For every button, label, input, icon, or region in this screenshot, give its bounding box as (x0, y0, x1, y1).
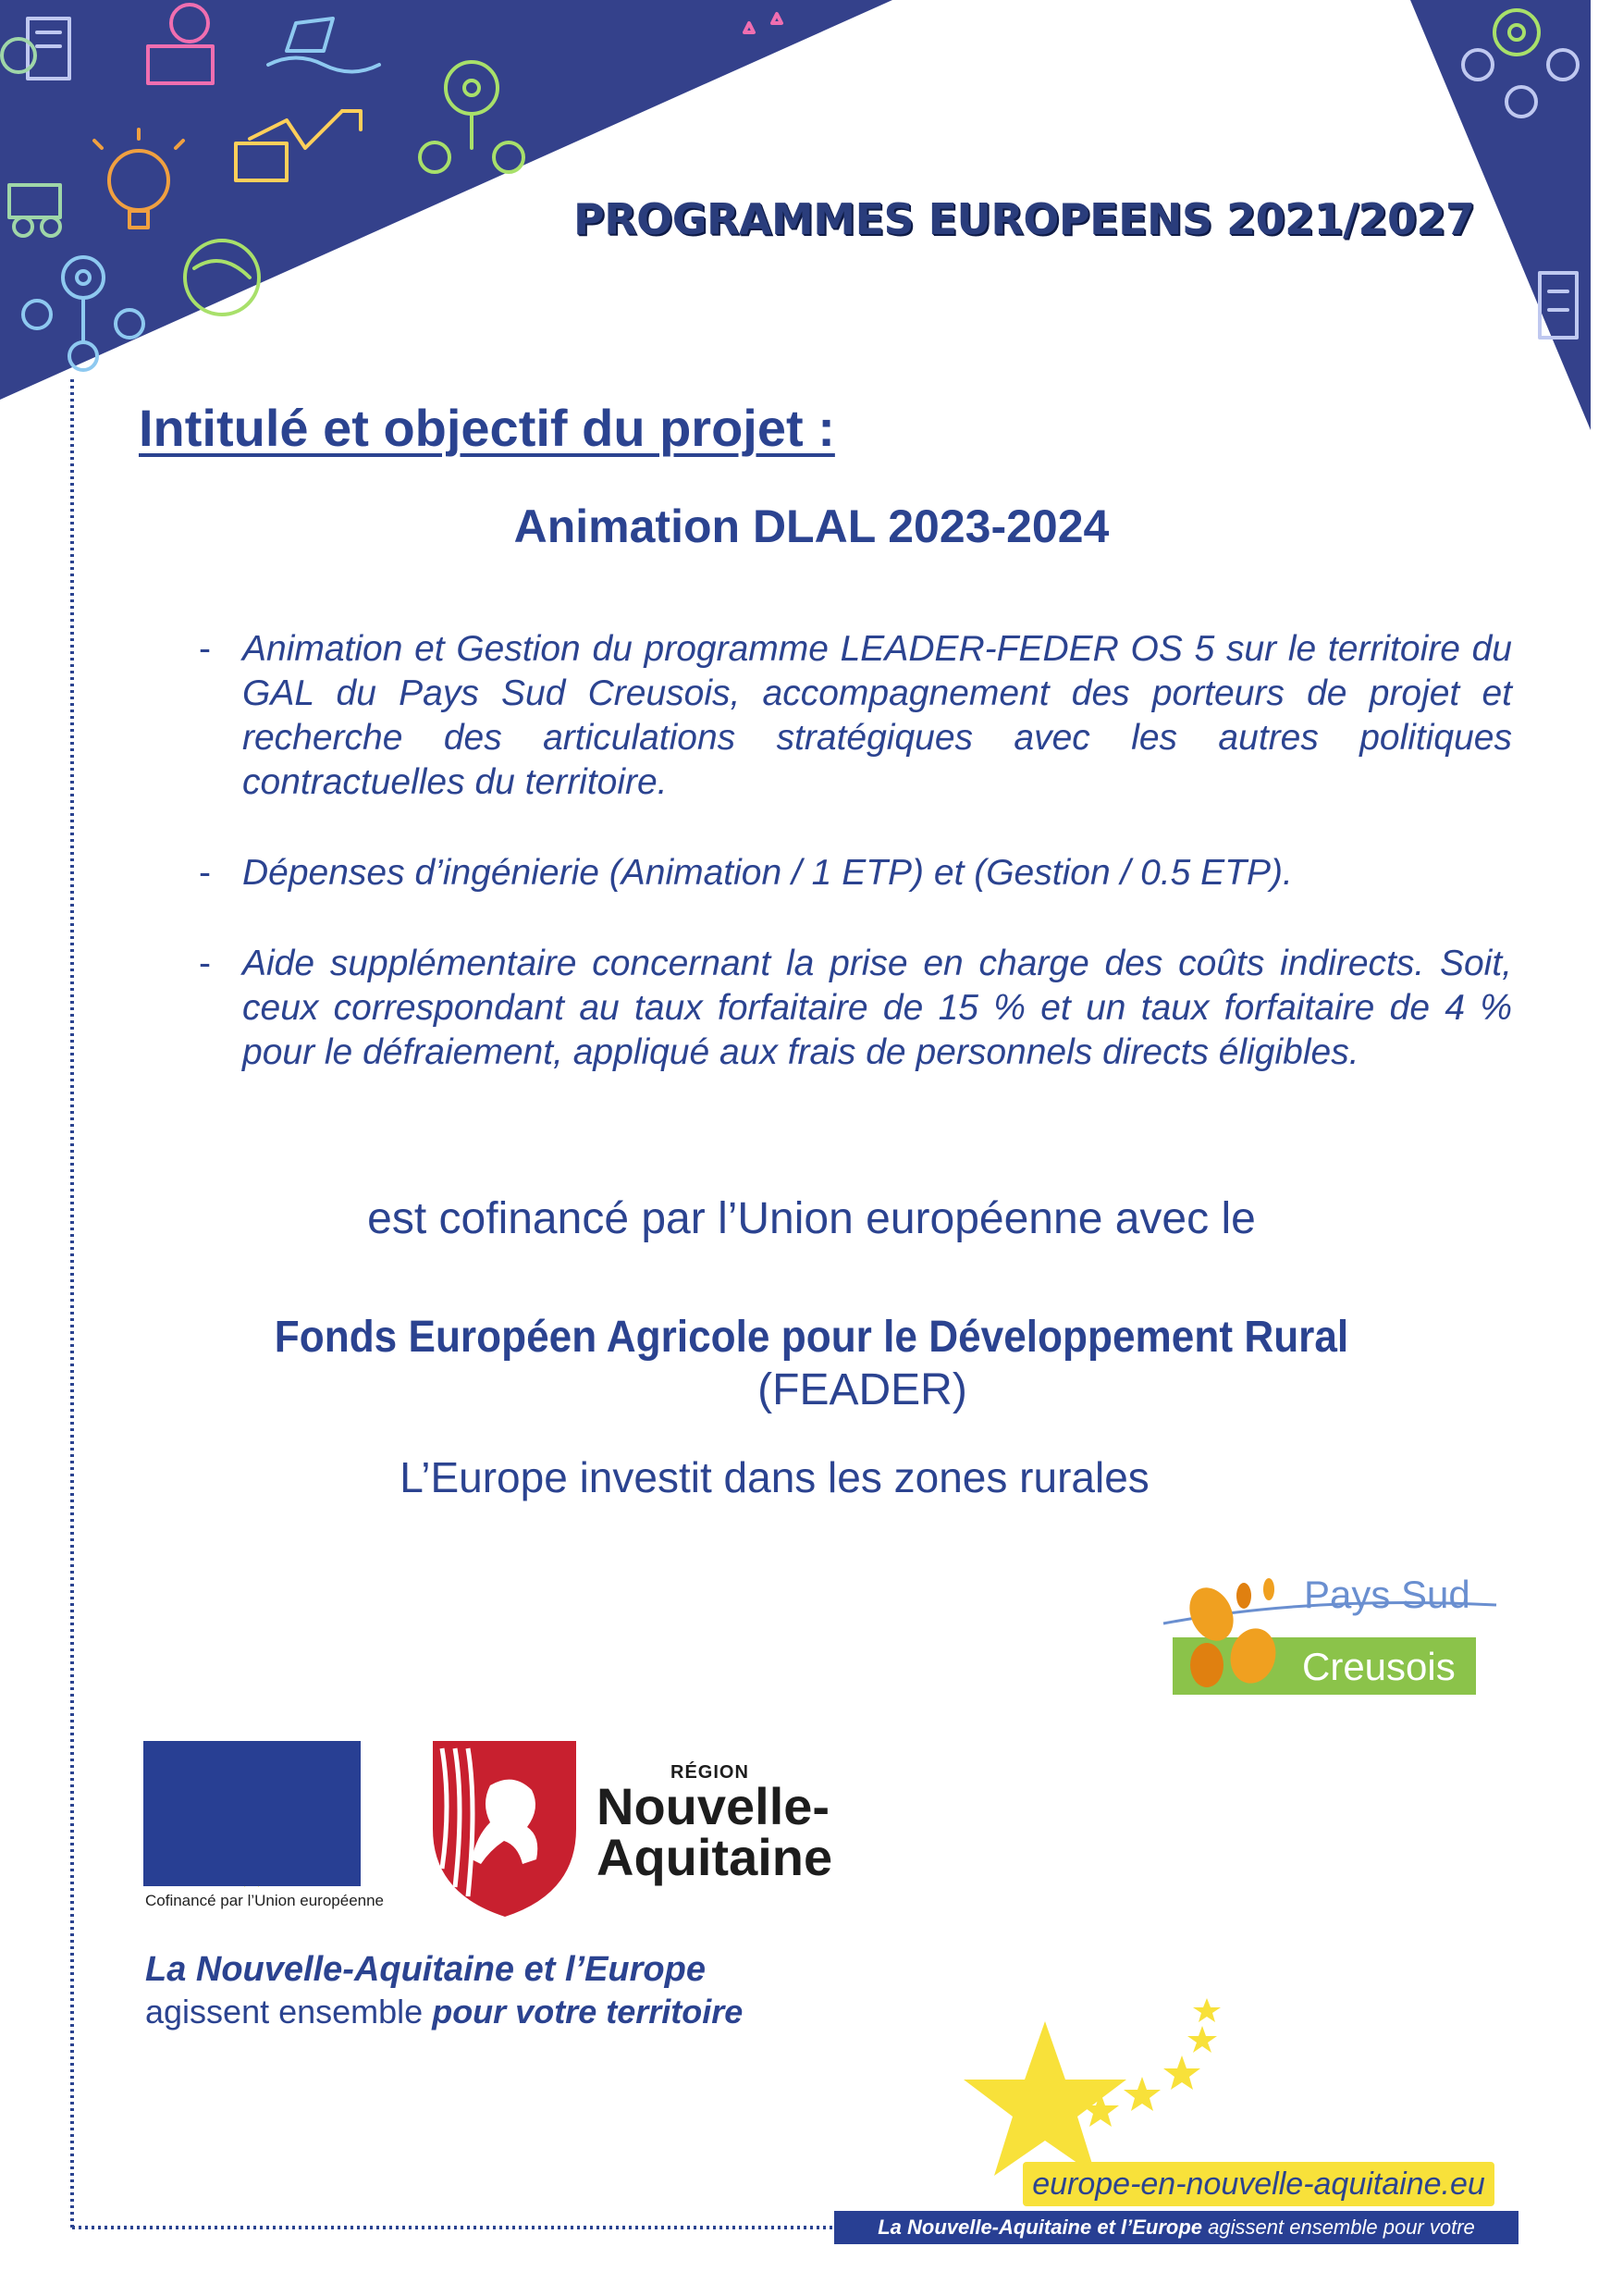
region-name-line2: Aquitaine (596, 1828, 833, 1886)
bullet-text: Animation et Gestion du programme LEADER-FEDER OS 5 sur le territoire du GAL du Pays Sud Creusois, accompagnement des porteurs de projet et recherche des articulations stratégiques avec les autres politiques contractuelles du territoire. (242, 629, 1512, 802)
footer-text: agissent ensemble pour votre (1208, 2216, 1475, 2239)
list-item (199, 851, 1512, 895)
list-item (199, 627, 1512, 805)
eu-caption: Cofinancé par l’Union européenne (145, 1892, 385, 1909)
region-label: RÉGION (670, 1762, 749, 1783)
project-heading: Intitulé et objectif du projet : (139, 399, 835, 457)
fund-acronym: (FEADER) (757, 1365, 967, 1414)
footer-stars (964, 1998, 1221, 2176)
bullet-marker: - (199, 629, 211, 669)
slogan-line2-part1: agissent ensemble (145, 1993, 424, 2031)
creusois-label: Creusois (1302, 1645, 1456, 1688)
project-name: Animation DLAL 2023-2024 (513, 500, 1110, 552)
fund-name: Fonds Européen Agricole pour le Développement Rural (274, 1313, 1349, 1362)
footer-bold-end: territoire (1134, 2249, 1219, 2272)
pays-sud-label: Pays Sud (1304, 1573, 1470, 1616)
objective-list (199, 627, 1512, 1121)
slogan-line2 (145, 1993, 743, 2031)
footer-bold-text: La Nouvelle-Aquitaine et l’Europe (878, 2216, 1203, 2239)
programme-title: PROGRAMMES EUROPEENS 2021/2027 (573, 194, 1475, 244)
list-item (199, 942, 1512, 1075)
eu-flag (143, 1741, 361, 1886)
bullet-text: Aide supplémentaire concernant la prise en charge des coûts indirects. Soit, ceux correspondant au taux forfaitaire de 15 % et un taux forfaitaire de 4 % pour le défraiement, appliqué aux frais de personnels directs éligibles. (242, 944, 1512, 1072)
slogan-line1: La Nouvelle-Aquitaine et l’Europe (145, 1950, 706, 1989)
bullet-marker: - (199, 944, 211, 983)
bullet-text: Dépenses d’ingénierie (Animation / 1 ETP) et (Gestion / 0.5 ETP). (242, 853, 1293, 893)
cofinance-statement: est cofinancé par l’Union européenne avec le (367, 1194, 1256, 1243)
region-shield-logo (433, 1741, 576, 1917)
bullet-marker: - (199, 853, 211, 893)
footer-slogan-bar (834, 2211, 1518, 2272)
region-name-line1: Nouvelle- (596, 1777, 830, 1835)
fund-tagline: L’Europe investit dans les zones rurales (400, 1453, 1150, 1501)
website-link[interactable]: europe-en-nouvelle-aquitaine.eu (1023, 2162, 1494, 2206)
slogan-line2-part2: pour votre territoire (432, 1993, 744, 2031)
